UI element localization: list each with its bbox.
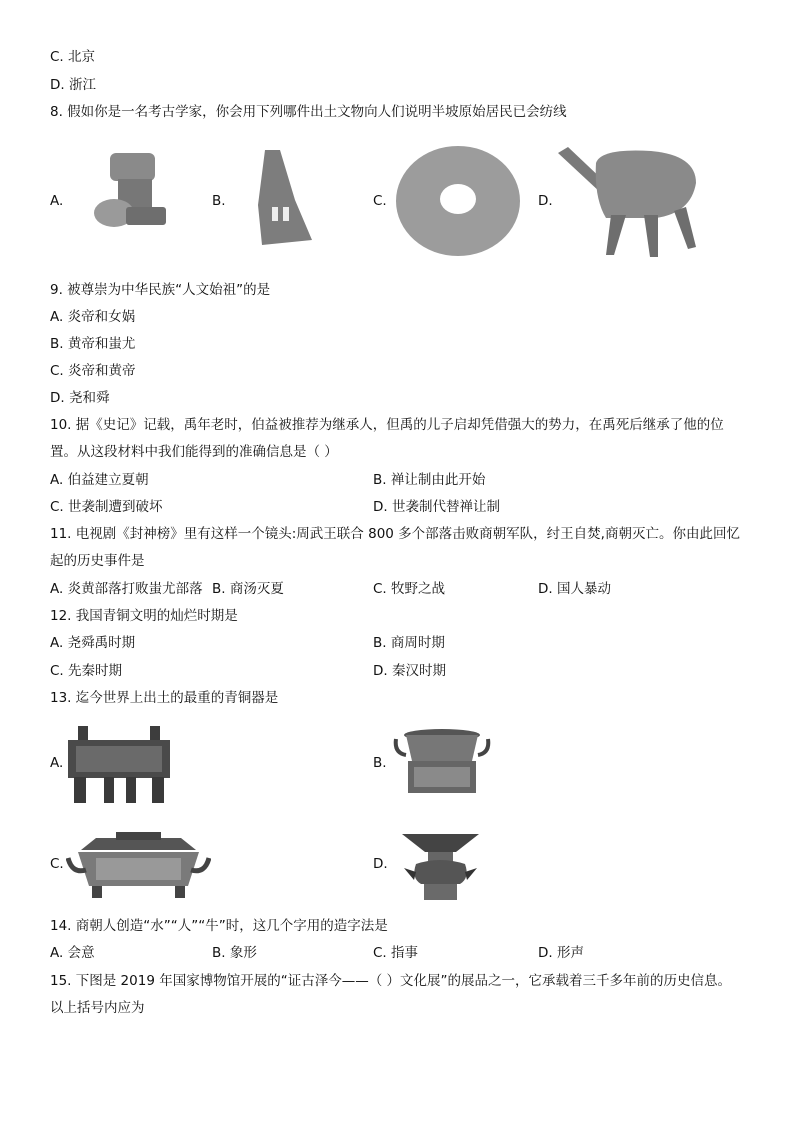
q10-option-b: B. 禅让制由此开始 — [373, 472, 486, 488]
spindle-whorl-artifact-a-image — [90, 145, 180, 245]
q11-question-line1: 11. 电视剧《封神榜》里有这样一个镜头:周武王联合 800 多个部落击败商朝军队，纣王自焚,商朝灭亡。你由此回忆 — [50, 526, 740, 542]
q12-option-b: B. 商周时期 — [373, 635, 445, 651]
q12-option-a: A. 尧舜禹时期 — [50, 635, 136, 651]
stone-disc-artifact-c-image — [393, 143, 523, 258]
q13-option-c-label: C. — [50, 856, 64, 872]
q8-option-b-label: B. — [212, 193, 226, 209]
q12-question: 12. 我国青铜文明的灿烂时期是 — [50, 608, 238, 624]
q12-option-c: C. 先秦时期 — [50, 663, 123, 679]
q11-option-a: A. 炎黄部落打败蚩尤部落 — [50, 581, 203, 597]
q7-option-d: D. 浙江 — [50, 77, 96, 93]
q7-option-c: C. 北京 — [50, 49, 96, 65]
q15-question-line2: 以上括号内应为 — [50, 1000, 145, 1016]
q10-question-line2: 置。从这段材料中我们能得到的准确信息是（ ） — [50, 444, 338, 460]
q12-option-d: D. 秦汉时期 — [373, 663, 446, 679]
q10-option-a: A. 伯益建立夏朝 — [50, 472, 149, 488]
q11-option-b: B. 商汤灭夏 — [212, 581, 284, 597]
q10-option-c: C. 世袭制遭到破坏 — [50, 499, 163, 515]
q9-question: 9. 被尊崇为中华民族“人文始祖”的是 — [50, 282, 271, 298]
tripod-pottery-artifact-d-image — [556, 143, 701, 261]
q14-option-b: B. 象形 — [212, 945, 257, 961]
q11-question-line2: 起的历史事件是 — [50, 553, 145, 569]
q11-option-d: D. 国人暴动 — [538, 581, 611, 597]
q9-option-c: C. 炎帝和黄帝 — [50, 363, 136, 379]
bone-tool-artifact-b-image — [250, 145, 320, 250]
q8-question: 8. 假如你是一名考古学家，你会用下列哪件出土文物向人们说明半坡原始居民已会纺线 — [50, 104, 567, 120]
q13-option-d-label: D. — [373, 856, 388, 872]
q13-option-b-label: B. — [373, 755, 387, 771]
q8-option-d-label: D. — [538, 193, 553, 209]
q15-question-line1: 15. 下图是 2019 年国家博物馆开展的“证古泽今——（ ）文化展”的展品之一，它承载着三千多年前的历史信息。 — [50, 973, 731, 989]
zun-wine-vessel-bronze-image — [398, 830, 483, 904]
gui-vessel-bronze-image — [392, 725, 492, 797]
q11-option-c: C. 牧野之战 — [373, 581, 446, 597]
q14-option-a: A. 会意 — [50, 945, 95, 961]
q8-option-a-label: A. — [50, 193, 64, 209]
square-lidded-bronze-image — [66, 830, 211, 900]
q9-option-a: A. 炎帝和女娲 — [50, 309, 136, 325]
q9-option-b: B. 黄帝和蚩尤 — [50, 336, 136, 352]
q13-question: 13. 迄今世界上出土的最重的青铜器是 — [50, 690, 279, 706]
q14-question: 14. 商朝人创造“水”“人”“牛”时，这几个字用的造字法是 — [50, 918, 388, 934]
q10-option-d: D. 世袭制代替禅让制 — [373, 499, 500, 515]
q13-option-a-label: A. — [50, 755, 64, 771]
q10-question-line1: 10. 据《史记》记载，禹年老时，伯益被推荐为继承人，但禹的儿子启却凭借强大的势力，在禹死后继承了他的位 — [50, 417, 724, 433]
q14-option-d: D. 形声 — [538, 945, 584, 961]
q8-option-c-label: C. — [373, 193, 387, 209]
q14-option-c: C. 指事 — [373, 945, 419, 961]
q9-option-d: D. 尧和舜 — [50, 390, 110, 406]
simuwu-ding-bronze-image — [64, 722, 174, 806]
